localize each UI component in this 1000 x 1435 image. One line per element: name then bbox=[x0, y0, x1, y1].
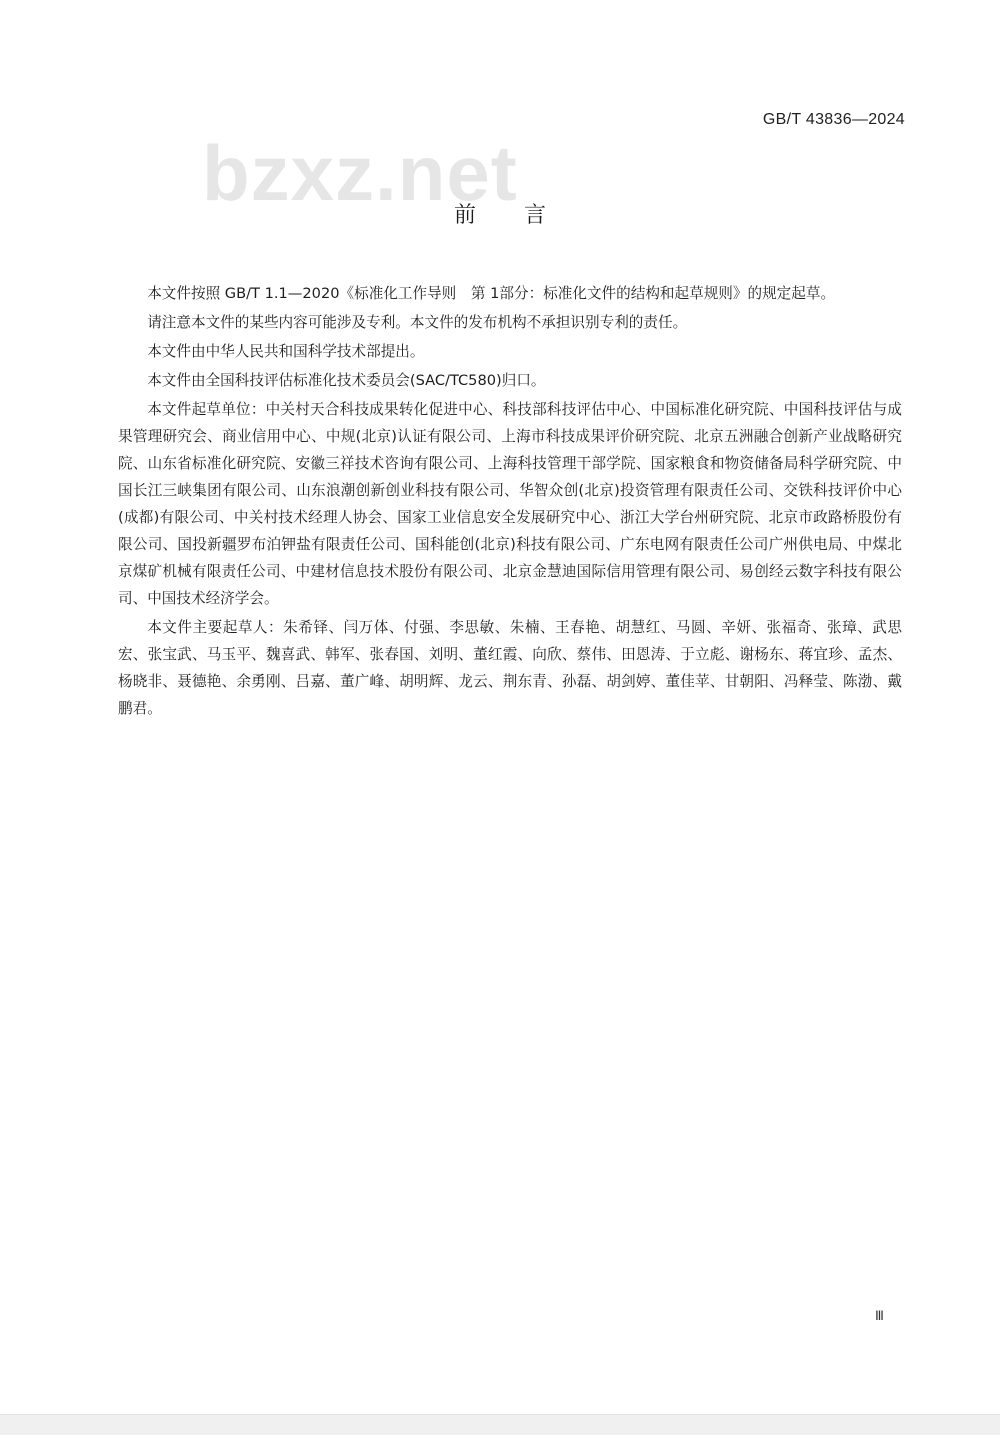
paragraph-drafting-rules: 本文件按照 GB/T 1.1—2020《标准化工作导则 第 1部分：标准化文件的结构和起草规则》的规定起草。 bbox=[147, 285, 836, 302]
page-title: 前言 bbox=[453, 203, 594, 228]
viewer-bottom-strip bbox=[0, 1414, 1000, 1435]
paragraph-patent-notice: 请注意本文件的某些内容可能涉及专利。本文件的发布机构不承担识别专利的责任。 bbox=[147, 314, 688, 331]
paragraph-drafters: 本文件主要起草人：朱希铎、闫万体、付强、李思敏、朱楠、王春艳、胡慧红、马圆、辛妍、张福奇、张璋、武思宏、张宝武、马玉平、魏喜武、韩军、张春国、刘明、董红霞、向欣、蔡伟、田恩涛、于立彪、谢杨东、蒋宜珍、孟杰、杨晓非、聂德艳、余勇刚、吕嘉、董广峰、胡明辉、龙云、荆东青、孙磊、胡剑婷、董佳苹、甘朝阳、冯释莹、陈渤、戴鹏君。 bbox=[118, 619, 902, 717]
foreword-body bbox=[118, 280, 902, 722]
paragraph-committee: 本文件由全国科技评估标准化技术委员会(SAC/TC580)归口。 bbox=[147, 372, 546, 389]
watermark: bzxz.net bbox=[202, 129, 518, 217]
paragraph-drafting-units: 本文件起草单位：中关村天合科技成果转化促进中心、科技部科技评估中心、中国标准化研究院、中国科技评估与成果管理研究会、商业信用中心、中规(北京)认证有限公司、上海市科技成果评价研究院、北京五洲融合创新产业战略研究院、山东省标准化研究院、安徽三祥技术咨询有限公司、上海科技管理干部学院、国家粮食和物资储备局科学研究院、中国长江三峡集团有限公司、山东浪潮创新创业科技有限公司、华智众创(北京)投资管理有限责任公司、交铁科技评价中心(成都)有限公司、中关村技术经理人协会、国家工业信息安全发展研究中心、浙江大学台州研究院、北京市政路桥股份有限公司、国投新疆罗布泊钾盐有限责任公司、国科能创(北京)科技有限公司、广东电网有限责任公司广州供电局、中煤北京煤矿机械有限责任公司、中建材信息技术股份有限公司、北京金慧迪国际信用管理有限公司、易创经云数字科技有限公司、中国技术经济学会。 bbox=[118, 401, 902, 607]
paragraph-proposer: 本文件由中华人民共和国科学技术部提出。 bbox=[147, 343, 425, 360]
standard-number: GB/T 43836—2024 bbox=[762, 111, 905, 128]
page-number: Ⅲ bbox=[875, 1308, 884, 1323]
